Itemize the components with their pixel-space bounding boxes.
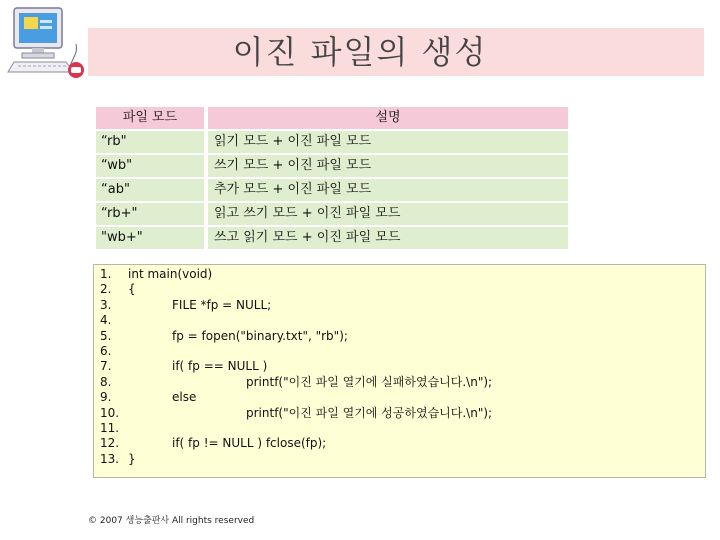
mode-cell: “rb": [96, 131, 204, 153]
line-number: 10.: [100, 405, 120, 420]
table-row: [96, 203, 568, 225]
mode-cell: “ab": [96, 179, 204, 201]
code-listing: [93, 264, 706, 478]
code-text: FILE *fp = NULL;: [172, 297, 272, 312]
line-number: 7.: [100, 359, 112, 374]
line-number: 11.: [100, 421, 120, 435]
line-number: 3.: [100, 297, 112, 312]
description-cell: 읽고 쓰기 모드 + 이진 파일 모드: [208, 203, 568, 225]
mode-cell: “wb": [96, 155, 204, 177]
line-number: 2.: [100, 282, 112, 297]
code-line: [94, 266, 694, 282]
code-text: if( fp != NULL ) fclose(fp);: [172, 436, 327, 451]
mode-cell: "wb+": [96, 227, 204, 249]
header-mode: 파일 모드: [96, 107, 204, 129]
copyright-footer: © 2007 생능출판사 All rights reserved: [88, 516, 255, 526]
code-line: [94, 420, 694, 436]
code-text: fp = fopen("binary.txt", "rb");: [172, 328, 348, 343]
code-line: [94, 451, 694, 467]
line-number: 9.: [100, 390, 112, 405]
code-text: int main(void): [128, 267, 213, 281]
line-number: 4.: [100, 313, 112, 328]
code-text: }: [128, 451, 136, 466]
code-text: else: [172, 390, 197, 405]
description-cell: 추가 모드 + 이진 파일 모드: [208, 179, 568, 201]
code-line: [94, 328, 694, 344]
description-cell: 쓰고 읽기 모드 + 이진 파일 모드: [208, 227, 568, 249]
line-number: 13.: [100, 451, 120, 466]
line-number: 1.: [100, 267, 112, 281]
line-number: 12.: [100, 436, 120, 451]
code-line: [94, 358, 694, 374]
code-line: [94, 343, 694, 359]
description-cell: 쓰기 모드 + 이진 파일 모드: [208, 155, 568, 177]
code-line: [94, 281, 694, 297]
code-line: [94, 405, 694, 421]
line-number: 6.: [100, 344, 112, 358]
code-line: [94, 389, 694, 405]
table-row: [96, 179, 568, 201]
table-row: [96, 227, 568, 249]
code-line: [94, 435, 694, 451]
code-text: if( fp == NULL ): [172, 359, 268, 374]
code-line: [94, 374, 694, 390]
line-number: 5.: [100, 328, 112, 343]
table-header-row: [96, 107, 568, 129]
table-row: [96, 155, 568, 177]
line-number: 8.: [100, 374, 112, 389]
code-text: printf("이진 파일 열기에 성공하였습니다.\n");: [246, 405, 493, 420]
code-line: [94, 297, 694, 313]
table-row: [96, 131, 568, 153]
header-description: 설명: [208, 107, 568, 129]
mode-cell: “rb+": [96, 203, 204, 225]
slide-title: 이진 파일의 생성: [232, 33, 488, 71]
code-line: [94, 312, 694, 328]
code-text: printf("이진 파일 열기에 실패하였습니다.\n");: [246, 374, 493, 389]
code-text: {: [128, 282, 136, 297]
description-cell: 읽기 모드 + 이진 파일 모드: [208, 131, 568, 153]
